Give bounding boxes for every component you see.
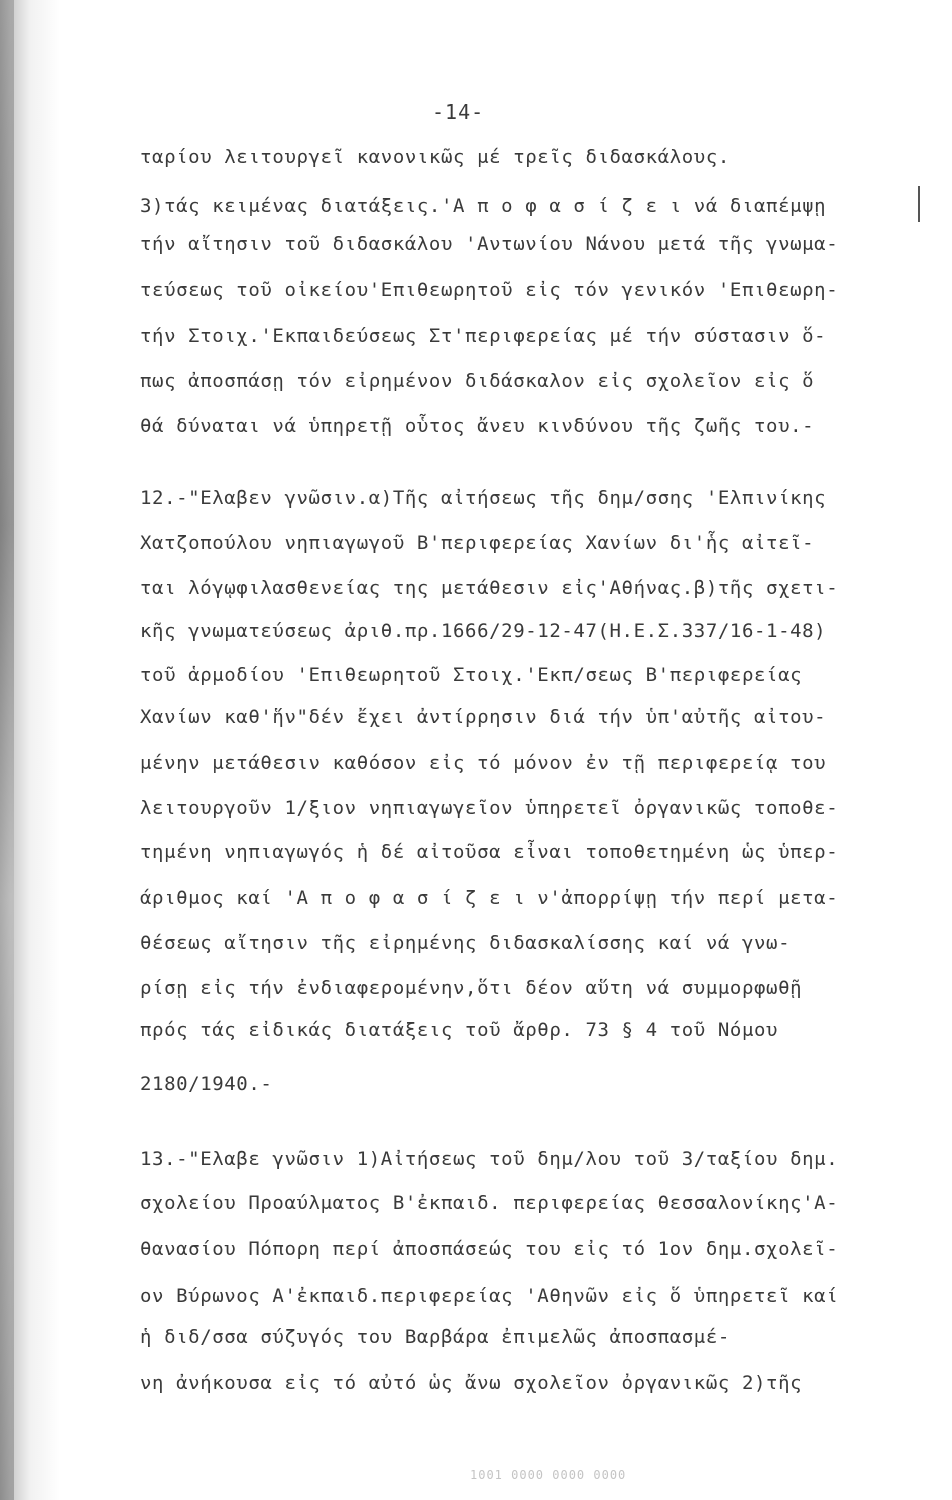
binding-edge-shadow bbox=[0, 0, 14, 1500]
text-line: πως ἀποσπάσῃ τόν εἰρημένον διδάσκαλον εἰς σχολεῖον εἰς ὅ bbox=[140, 370, 815, 392]
text-line: τήν αἴτησιν τοῦ διδασκάλου 'Αντωνίου Νάνου μετά τῆς γνωμα- bbox=[140, 233, 839, 255]
text-line: 13.-"Ελαβε γνῶσιν 1)Αἰτήσεως τοῦ δημ/λου τοῦ 3/ταξίου δημ. bbox=[140, 1148, 839, 1170]
text-line: θά δύναται νά ὑπηρετῇ οὗτος ἄνευ κινδύνου τῆς ζωῆς του.- bbox=[140, 415, 815, 437]
text-line: άριθμος καί 'Α π ο φ α σ ί ζ ε ι ν'ἀπορρίψῃ τήν περί μετα- bbox=[140, 887, 839, 909]
text-line: ρίσῃ εἰς τήν ἐνδιαφερομένην,ὅτι δέον αὕτη νά συμμορφωθῇ bbox=[140, 977, 803, 999]
text-line: ται λόγῳφιλασθενείας της μετάθεσιν εἰς'Αθήνας.β)τῆς σχετι- bbox=[140, 577, 839, 599]
text-line: θέσεως αἴτησιν τῆς εἰρημένης διδασκαλίσσης καί νά γνω- bbox=[140, 932, 791, 954]
text-line: τεύσεως τοῦ οἰκείου'Επιθεωρητοῦ εἰς τόν γενικόν 'Επιθεωρη- bbox=[140, 279, 839, 301]
text-line: σχολείου Προαύλματος Β'ἐκπαιδ. περιφερείας θεσσαλονίκης'Α- bbox=[140, 1192, 839, 1214]
text-line: τήν Στοιχ.'Εκπαιδεύσεως Στ'περιφερείας μέ τήν σύστασιν ὅ- bbox=[140, 325, 827, 347]
text-line: λειτουργοῦν 1/ξιον νηπιαγωγεῖον ὑπηρετεῖ ὀργανικῶς τοποθε- bbox=[140, 797, 839, 819]
page-number: -14- bbox=[432, 100, 485, 124]
text-line: ταρίου λειτουργεῖ κανονικῶς μέ τρεῖς διδασκάλους. bbox=[140, 146, 730, 168]
text-line: τημένη νηπιαγωγός ἡ δέ αἰτοῦσα εἶναι τοποθετημένη ὡς ὑπερ- bbox=[140, 841, 839, 863]
text-line: μένην μετάθεσιν καθόσον εἰς τό μόνον ἐν τῇ περιφερείᾳ του bbox=[140, 752, 827, 774]
text-line: τοῦ ἁρμοδίου 'Επιθεωρητοῦ Στοιχ.'Εκπ/σεως Β'περιφερείας bbox=[140, 664, 803, 686]
text-line: Χατζοπούλου νηπιαγωγοῦ Β'περιφερείας Χανίων δι'ἧς αἰτεῖ- bbox=[140, 532, 815, 554]
text-line: 3)τάς κειμένας διατάξεις.'Α π ο φ α σ ί ζ ε ι νά διαπέμψῃ bbox=[140, 195, 827, 217]
text-line: κῆς γνωματεύσεως ἀριθ.πρ.1666/29-12-47(Η.Ε.Σ.337/16-1-48) bbox=[140, 620, 827, 642]
text-line: ον Βύρωνος Α'ἐκπαιδ.περιφερείας 'Αθηνῶν εἰς ὅ ὑπηρετεῖ καί bbox=[140, 1285, 839, 1307]
text-line: Χανίων καθ'ἥν"δέν ἔχει ἀντίρρησιν διά τήν ὑπ'αὐτῆς αἰτου- bbox=[140, 706, 827, 728]
text-line: πρός τάς εἰδικάς διατάξεις τοῦ ἄρθρ. 73 § 4 τοῦ Νόμου bbox=[140, 1019, 779, 1041]
text-line: νη ἀνήκουσα εἰς τό αὐτό ὡς ἄνω σχολεῖον ὀργανικῶς 2)τῆς bbox=[140, 1372, 803, 1394]
text-line: 2180/1940.- bbox=[140, 1073, 273, 1095]
text-line: θανασίου Πόπορη περί ἀποσπάσεώς του εἰς τό 1ον δημ.σχολεῖ- bbox=[140, 1238, 839, 1260]
text-line: ἡ διδ/σσα σύζυγός του Βαρβάρα ἐπιμελῶς ἀποσπασμέ- bbox=[140, 1326, 730, 1348]
text-line: 12.-"Ελαβεν γνῶσιν.α)Τῆς αἰτήσεως τῆς δημ/σσης 'Ελπινίκης bbox=[140, 487, 827, 509]
margin-mark bbox=[918, 186, 920, 222]
faded-footer-stamp: 1001 0000 0000 0000 bbox=[470, 1468, 627, 1482]
